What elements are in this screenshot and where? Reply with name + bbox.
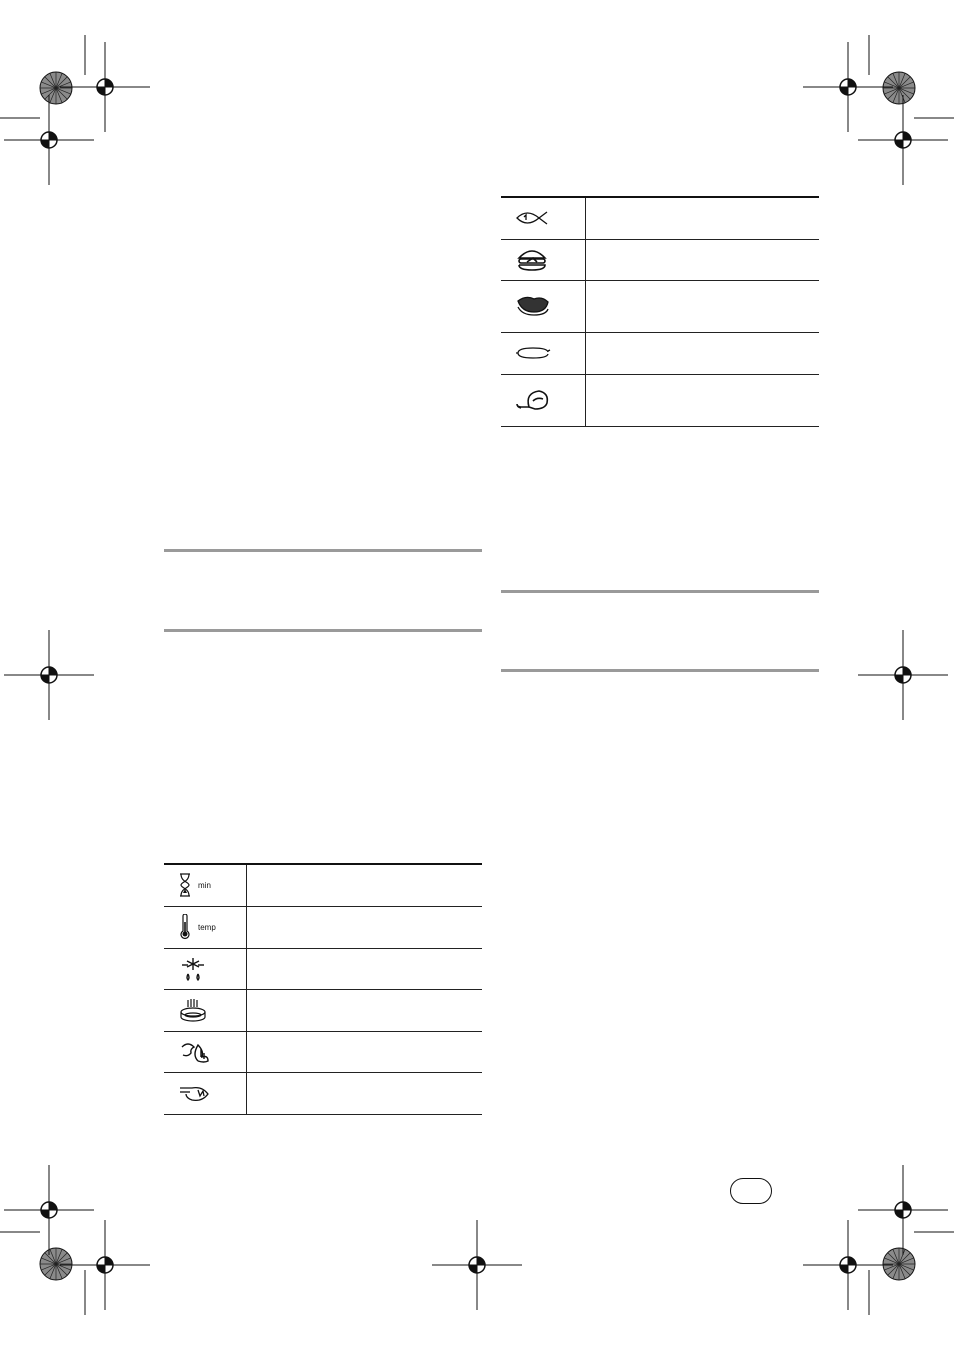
- table-row: [501, 197, 819, 239]
- section-rule: [164, 629, 482, 632]
- thermometer-icon: [178, 914, 192, 940]
- table-row: [164, 864, 482, 906]
- section-rule: [501, 590, 819, 593]
- table-row: [164, 1072, 482, 1114]
- fish-icon: [515, 209, 549, 227]
- page-number-badge: [730, 1178, 772, 1204]
- shrimp-icon: [178, 1082, 212, 1104]
- table-row: [164, 906, 482, 948]
- table-row: [501, 374, 819, 426]
- defrost-icon: [178, 956, 208, 982]
- chicken-leg-icon: [515, 387, 551, 413]
- vegetables-icon: [178, 1039, 212, 1065]
- sausage-icon: [515, 344, 551, 362]
- icon-label: temp: [198, 922, 216, 932]
- cake-icon: [178, 997, 208, 1023]
- right-symbol-table: [501, 196, 819, 427]
- table-row: [164, 1031, 482, 1072]
- burger-icon: [515, 247, 549, 273]
- table-row: [164, 948, 482, 989]
- steak-icon: [515, 293, 551, 319]
- icon-label: min: [198, 880, 211, 890]
- hourglass-icon: [178, 873, 192, 897]
- left-symbol-table: [164, 863, 482, 1115]
- table-row: [501, 239, 819, 280]
- section-rule: [164, 549, 482, 552]
- table-row: [501, 332, 819, 374]
- table-row: [501, 280, 819, 332]
- section-rule: [501, 669, 819, 672]
- table-row: [164, 989, 482, 1031]
